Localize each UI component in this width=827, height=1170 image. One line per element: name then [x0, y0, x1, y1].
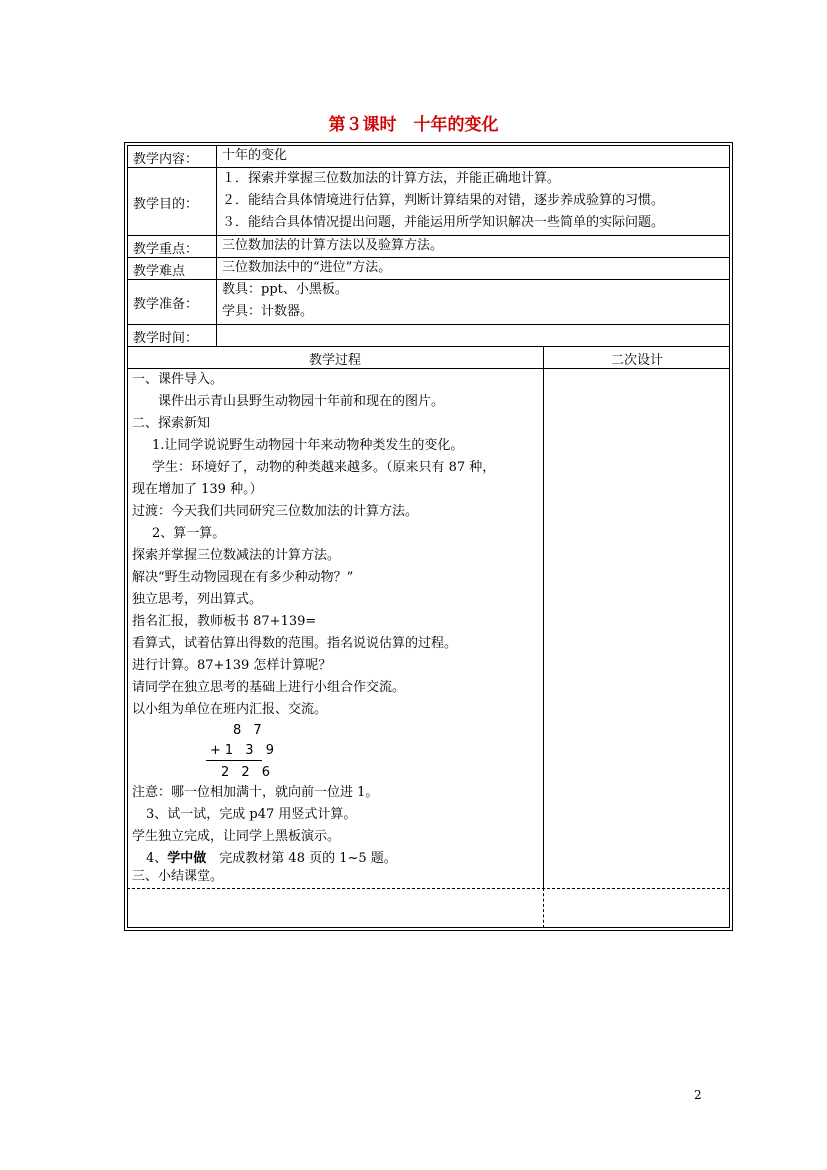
row-divider — [127, 279, 730, 280]
goal-item: ３．能结合具体情况提出问题，并能运用所学知识解决一些简单的实际问题。 — [222, 215, 665, 230]
process-line-prefix: 4、 — [146, 851, 168, 866]
calc-result: 2 2 6 — [221, 765, 275, 780]
process-line: 三、小结课堂。 — [132, 869, 224, 884]
label-difficulty: 教学难点 — [133, 264, 186, 279]
label-time: 教学时间： — [133, 331, 199, 346]
process-line: 课件出示青山县野生动物园十年前和现在的图片。 — [158, 394, 445, 409]
process-line: 3、试一试，完成 p47 用竖式计算。 — [146, 807, 357, 822]
process-line: 进行计算。87+139 怎样计算呢？ — [132, 658, 332, 673]
process-line: 现在增加了 139 种。） — [132, 482, 263, 497]
process-line: 请同学在独立思考的基础上进行小组合作交流。 — [132, 680, 406, 695]
process-line-rest: 完成教材第 48 页的 1~5 题。 — [206, 851, 397, 866]
value-key: 三位数加法的计算方法以及验算方法。 — [222, 238, 444, 253]
header-second-design: 二次设计 — [610, 353, 663, 368]
value-content: 十年的变化 — [222, 148, 288, 163]
process-line: 过渡：今天我们共同研究三位数加法的计算方法。 — [132, 504, 419, 519]
goal-item: １．探索并掌握三位数加法的计算方法，并能正确地计算。 — [222, 171, 561, 186]
process-line: 学生独立完成，让同学上黑板演示。 — [132, 829, 341, 844]
process-line: 一、课件导入。 — [132, 372, 224, 387]
row-divider — [127, 346, 730, 347]
label-column-divider — [216, 145, 217, 346]
page-number: 2 — [694, 1088, 702, 1102]
dashed-row-divider — [127, 888, 730, 889]
process-line: 解决“野生动物园现在有多少种动物？” — [132, 570, 354, 585]
value-prep-teacher: 教具：ppt、小黑板。 — [222, 282, 348, 297]
header-process: 教学过程 — [308, 353, 361, 368]
value-difficulty: 三位数加法中的“进位”方法。 — [222, 260, 392, 275]
label-content: 教学内容： — [133, 152, 199, 167]
lesson-title: 第３课时 十年的变化 — [328, 115, 499, 135]
row-divider — [127, 324, 730, 325]
process-line: 指名汇报，教师板书 87+139= — [132, 614, 317, 629]
process-line: 2、算一算。 — [152, 526, 226, 541]
process-line: 以小组为单位在班内汇报、交流。 — [132, 702, 328, 717]
process-line-bold: 学中做 — [167, 851, 207, 866]
dashed-column-divider — [543, 888, 544, 928]
process-line: 独立思考，列出算式。 — [132, 592, 263, 607]
process-line: 学生：环境好了，动物的种类越来越多。（原来只有 87 种， — [152, 460, 496, 475]
process-line: 注意：哪一位相加满十，就向前一位进 1。 — [132, 785, 379, 800]
label-goal: 教学目的： — [133, 197, 199, 212]
process-line: 探索并掌握三位数减法的计算方法。 — [132, 548, 341, 563]
process-line: 二、探索新知 — [132, 416, 211, 431]
value-prep-student: 学具：计数器。 — [222, 304, 314, 319]
process-column-divider — [543, 346, 544, 888]
row-divider — [127, 257, 730, 258]
label-prep: 教学准备： — [133, 297, 199, 312]
goal-item: ２．能结合具体情境进行估算，判断计算结果的对错，逐步养成验算的习惯。 — [222, 193, 665, 208]
label-key: 教学重点： — [133, 242, 199, 257]
process-line: 1.让同学说说野生动物园十年来动物种类发生的变化。 — [152, 438, 464, 453]
calc-addend-top: 8 7 — [233, 723, 266, 738]
process-line: 看算式，试着估算出得数的范围。指名说说估算的过程。 — [132, 636, 458, 651]
calc-sum-line — [206, 760, 262, 761]
calc-addend-bottom: +1 3 9 — [210, 743, 278, 758]
